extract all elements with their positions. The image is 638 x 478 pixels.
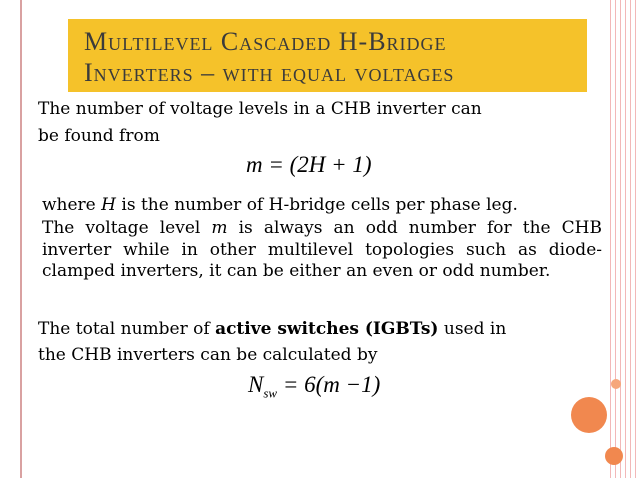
p4-bold-text: active switches (IGBTs)	[215, 319, 439, 339]
title-line-1: Multilevel Cascaded H-Bridge	[84, 27, 447, 56]
paragraph-4-line-2: the CHB inverters can be calculated by	[38, 345, 378, 365]
right-striped-band	[606, 0, 638, 478]
p3-text-b: is always an odd number for the CHB inverter while in other multilevel topologies such as diode-clamped inverters, it can be either an even or odd number.	[42, 218, 602, 281]
paragraph-1-line-1: The number of voltage levels in a CHB inverter can	[38, 99, 482, 119]
equation-switches	[248, 372, 380, 402]
small-decor-circle	[611, 379, 621, 389]
p3-variable-m: m	[211, 218, 228, 238]
equation-levels	[246, 152, 372, 178]
title-line-2: Inverters – with equal voltages	[84, 58, 455, 87]
p4-text-b: used in	[438, 319, 507, 339]
paragraph-3	[42, 218, 602, 283]
eq2-subscript: sw	[263, 385, 278, 401]
eq2-rest: = 6(m −1)	[277, 372, 381, 397]
p2-text-b: is the number of H-bridge cells per phase leg.	[115, 195, 518, 215]
equation-levels-text: m = (2H + 1)	[246, 152, 372, 177]
p2-text-a: where	[42, 195, 102, 215]
p4-text-a: The total number of	[38, 319, 216, 339]
paragraph-1-line-2: be found from	[38, 126, 160, 146]
orange-decor-circle	[571, 397, 607, 433]
p3-text-a: The voltage level	[42, 218, 212, 238]
eq2-n: N	[248, 372, 264, 397]
orange-decor-dot	[605, 447, 623, 465]
paragraph-2	[42, 194, 518, 216]
left-vertical-rule	[20, 0, 22, 478]
p2-variable-h: H	[101, 195, 116, 215]
paragraph-4-line-1	[38, 318, 506, 340]
